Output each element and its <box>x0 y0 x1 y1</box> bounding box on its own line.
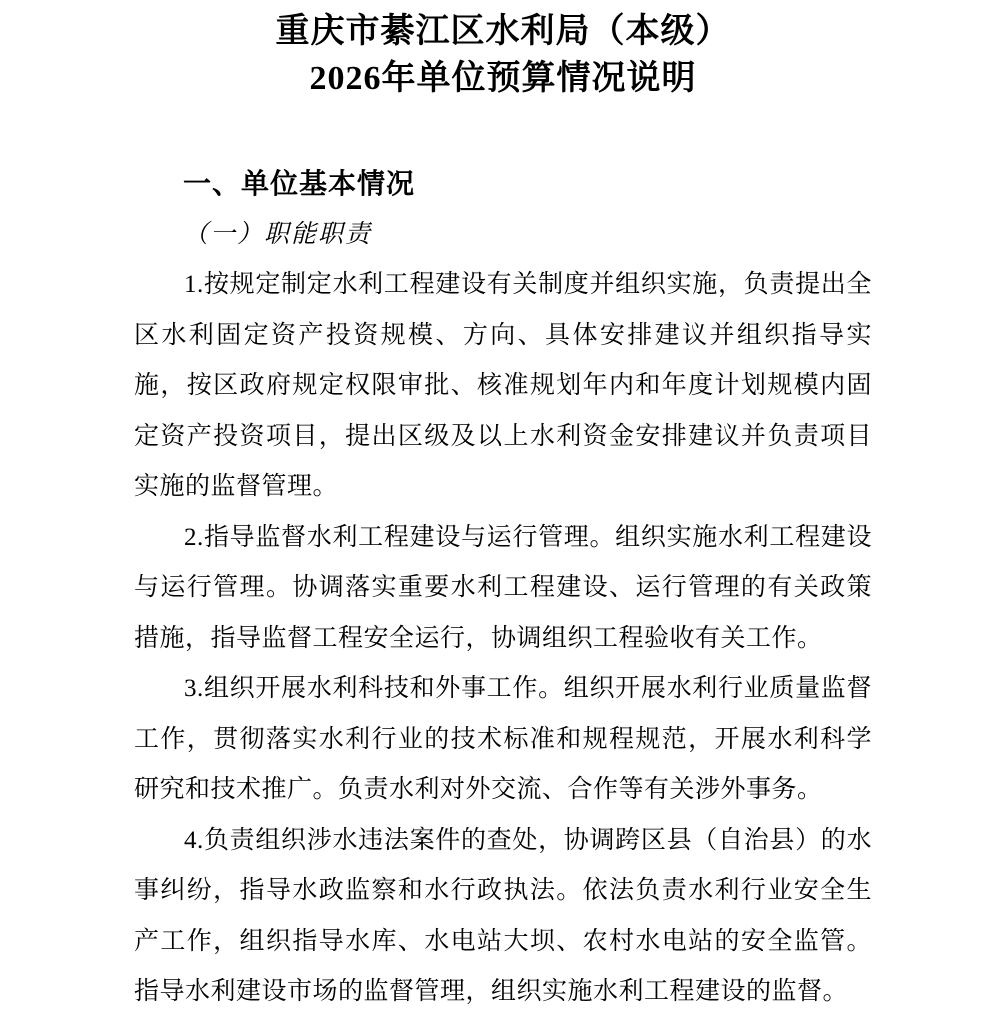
document-title-line-1: 重庆市綦江区水利局（本级） <box>275 13 731 50</box>
document-title-line-2: 2026年单位预算情况说明 <box>309 60 697 97</box>
duty-paragraph-4: 4.负责组织涉水违法案件的查处，协调跨区县（自治县）的水事纠纷，指导水政监察和水行政执法。依法负责水利行业安全生产工作，组织指导水库、水电站大坝、农村水电站的安全监管。指导水利建设市场的监督管理，组织实施水利工程建设的监督。 <box>134 826 872 1005</box>
subsection-heading-functions-duties: （一）职能职责 <box>183 221 373 248</box>
duty-paragraph-3: 3.组织开展水利科技和外事工作。组织开展水利行业质量监督工作，贯彻落实水利行业的技术标准和规程规范，开展水利科学研究和技术推广。负责水利对外交流、合作等有关涉外事务。 <box>134 675 872 803</box>
section-heading-unit-basic-info: 一、单位基本情况 <box>183 168 416 199</box>
document-title <box>134 8 872 102</box>
duty-paragraph-2: 2.指导监督水利工程建设与运行管理。组织实施水利工程建设与运行管理。协调落实重要水利工程建设、运行管理的有关政策措施，指导监督工程安全运行，协调组织工程验收有关工作。 <box>134 523 872 652</box>
duty-paragraph-1: 1.按规定制定水利工程建设有关制度并组织实施，负责提出全区水利固定资产投资规模、方向、具体安排建议并组织指导实施，按区政府规定权限审批、核准规划年内和年度计划规模内固定资产投资项目，提出区级及以上水利资金安排建议并负责项目实施的监督管理。 <box>134 271 872 500</box>
